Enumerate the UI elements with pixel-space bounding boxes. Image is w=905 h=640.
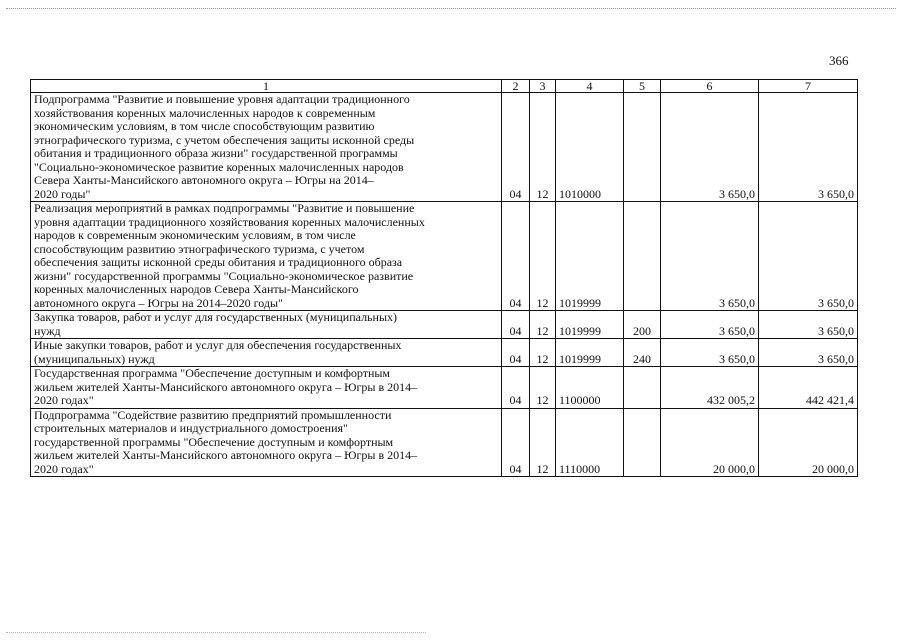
row-name-line: государственной программы "Обеспечение доступным и комфортным (34, 434, 394, 449)
row-name-cell (31, 408, 502, 477)
page-number: 366 (829, 53, 849, 68)
scan-edge-top (6, 8, 896, 9)
table-body (31, 80, 858, 477)
row-name-line: нужд (34, 323, 61, 338)
expense-type-code-cell (624, 367, 661, 409)
header-cell-1: 1 (31, 80, 502, 93)
expense-type-code-cell (624, 202, 661, 311)
header-cell-2: 2 (502, 80, 530, 93)
row-name-line: этнографического туризма, с учетом обеспечения защиты исконной среды (34, 132, 415, 147)
row-name-line: Реализация мероприятий в рамках подпрограммы "Развитие и повышение (34, 201, 415, 215)
row-name-line: обитания и традиционного образа жизни" государственной программы (34, 146, 398, 160)
target-item-code-cell: 1010000 (556, 93, 624, 202)
amount-col7-cell: 3 650,0 (759, 311, 858, 339)
amount-col7-cell: 20 000,0 (759, 408, 858, 477)
amount-col7-cell: 3 650,0 (759, 202, 858, 311)
row-name-line: обеспечения защиты исконной среды обитания и традиционного образа (34, 255, 403, 269)
scan-edge-bottom (6, 632, 426, 633)
row-name-line: Иные закупки товаров, работ и услуг для обеспечения государственных (34, 338, 402, 352)
row-name-line: (муниципальных) нужд (34, 351, 155, 366)
row-name-line: экономическим условиям, в том числе способствующим развитию (34, 119, 375, 133)
section-code-cell: 04 (502, 202, 530, 311)
row-name-line: жильем жителей Ханты-Мансийского автономного округа – Югры в 2014– (34, 448, 418, 462)
amount-col7-cell: 3 650,0 (759, 93, 858, 202)
subsection-code-cell: 12 (530, 202, 556, 311)
subsection-code-cell: 12 (530, 339, 556, 367)
row-name-line: 2020 годы" (34, 186, 91, 201)
amount-col6-cell: 432 005,2 (661, 367, 759, 409)
row-name-cell (31, 367, 502, 409)
row-name-line: жильем жителей Ханты-Мансийского автономного округа – Югры в 2014– (34, 379, 418, 394)
subsection-code-cell: 12 (530, 311, 556, 339)
subsection-code-cell: 12 (530, 408, 556, 477)
target-item-code-cell: 1019999 (556, 339, 624, 367)
target-item-code-cell: 1100000 (556, 367, 624, 409)
row-name-line: Государственная программа "Обеспечение доступным и комфортным (34, 366, 391, 380)
row-name-line: Подпрограмма "Развитие и повышение уровня адаптации традиционного (34, 92, 410, 106)
row-name-line: народов к современным экономическим условиям, в том числе (34, 228, 356, 242)
table-row (31, 408, 858, 477)
amount-col6-cell: 3 650,0 (661, 202, 759, 311)
section-code-cell: 04 (502, 339, 530, 367)
row-name-line: способствующим развитию этнографического туризма, с учетом (34, 241, 365, 256)
row-name-line: "Социально-экономическое развитие коренных малочисленных народов (34, 159, 404, 174)
expense-type-code-cell (624, 93, 661, 202)
expense-type-code-cell: 240 (624, 339, 661, 367)
target-item-code-cell: 1110000 (556, 408, 624, 477)
subsection-code-cell: 12 (530, 367, 556, 409)
amount-col6-cell: 3 650,0 (661, 93, 759, 202)
row-name-line: уровня адаптации традиционного хозяйствования коренных малочисленных (34, 214, 425, 229)
row-name-line: строительных материалов и индустриального домостроения" (34, 421, 348, 435)
table-row (31, 202, 858, 311)
row-name-cell (31, 93, 502, 202)
header-row (31, 80, 858, 93)
header-cell-7: 7 (759, 80, 858, 93)
amount-col6-cell: 3 650,0 (661, 311, 759, 339)
section-code-cell: 04 (502, 93, 530, 202)
row-name-line: автономного округа – Югры на 2014–2020 годы" (34, 295, 283, 310)
section-code-cell: 04 (502, 311, 530, 339)
section-code-cell: 04 (502, 408, 530, 477)
table-row (31, 311, 858, 339)
row-name-line: жизни" государственной программы "Социально-экономическое развитие (34, 268, 414, 283)
row-name-line: коренных малочисленных народов Севера Ханты-Мансийского (34, 282, 359, 296)
header-cell-3: 3 (530, 80, 556, 93)
expense-type-code-cell: 200 (624, 311, 661, 339)
expense-type-code-cell (624, 408, 661, 477)
row-name-line: 2020 годах" (34, 393, 94, 407)
header-cell-4: 4 (556, 80, 624, 93)
row-name-line: хозяйствования коренных малочисленных народов к современным (34, 105, 376, 120)
amount-col6-cell: 3 650,0 (661, 339, 759, 367)
target-item-code-cell: 1019999 (556, 202, 624, 311)
row-name-line: Подпрограмма "Содействие развитию предприятий промышленности (34, 408, 392, 422)
row-name-line: Закупка товаров, работ и услуг для государственных (муниципальных) (34, 310, 398, 324)
row-name-cell (31, 311, 502, 339)
row-name-cell (31, 339, 502, 367)
amount-col6-cell: 20 000,0 (661, 408, 759, 477)
header-cell-6: 6 (661, 80, 759, 93)
row-name-line: Севера Ханты-Мансийского автономного округа – Югры на 2014– (34, 173, 374, 187)
row-name-cell (31, 202, 502, 311)
subsection-code-cell: 12 (530, 93, 556, 202)
table-row (31, 367, 858, 409)
header-cell-5: 5 (624, 80, 661, 93)
row-name-line: 2020 годах" (34, 461, 94, 476)
section-code-cell: 04 (502, 367, 530, 409)
budget-table (30, 79, 858, 477)
target-item-code-cell: 1019999 (556, 311, 624, 339)
amount-col7-cell: 3 650,0 (759, 339, 858, 367)
table-row (31, 339, 858, 367)
amount-col7-cell: 442 421,4 (759, 367, 858, 409)
table-row (31, 93, 858, 202)
